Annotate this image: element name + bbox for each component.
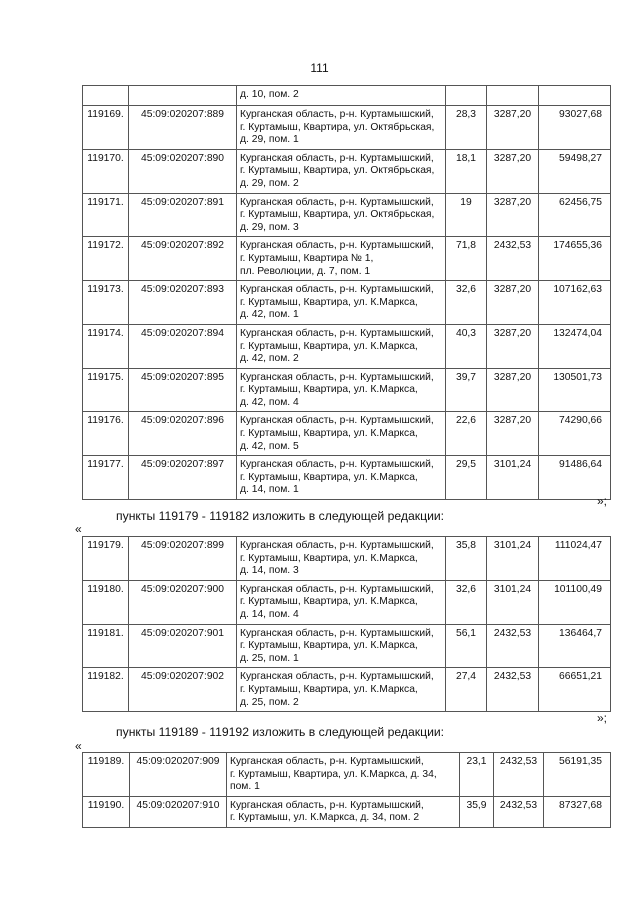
row-number-cell: 119180. [83,580,129,624]
address-line: д. 42, пом. 5 [240,440,299,452]
address-line: д. 10, пом. 2 [240,89,299,100]
address-line: г. Куртамыш, Квартира, ул. К.Маркса, [240,596,418,608]
price-cell: 3287,20 [487,193,539,237]
price-cell: 3101,24 [487,580,539,624]
area-cell: 40,3 [446,324,487,368]
row-number-cell: 119173. [83,281,129,325]
area-cell: 32,6 [446,580,487,624]
address-line: д. 25, пом. 1 [240,652,299,664]
total-cell: 91486,64 [539,456,611,500]
row-number-cell: 119190. [83,796,130,827]
opening-quote-2: « [75,739,82,753]
cadastral-number-cell: 45:09:020207:890 [129,149,237,193]
price-cell: 3287,20 [487,412,539,456]
total-cell: 111024,47 [539,537,611,581]
area-cell: 39,7 [446,368,487,412]
address-line: д. 42, пом. 2 [240,353,299,365]
area-cell: 18,1 [446,149,487,193]
area-cell: 35,8 [446,537,487,581]
address-line: Курганская область, р-н. Куртамышский, [240,196,434,208]
address-cell [237,368,446,412]
address-line: г. Куртамыш, ул. К.Маркса, д. 34, пом. 2 [230,812,420,824]
total-cell: 93027,68 [539,106,611,150]
address-line: Курганская область, р-н. Куртамышский, [240,152,434,164]
address-line: д. 25, пом. 2 [240,696,299,708]
table-row [83,456,611,500]
price-cell: 3287,20 [487,324,539,368]
address-line: г. Куртамыш, Квартира, ул. К.Маркса, [240,640,418,652]
address-cell [237,537,446,581]
address-line: Курганская область, р-н. Куртамышский, [240,240,434,252]
address-cell [237,237,446,281]
opening-quote-1: « [75,522,82,536]
area-cell: 27,4 [446,668,487,712]
table-row [83,537,611,581]
area-cell: 29,5 [446,456,487,500]
row-number-cell: 119174. [83,324,129,368]
address-line: г. Куртамыш, Квартира, ул. К.Маркса, [240,384,418,396]
property-table-3 [82,752,611,828]
table-row [83,281,611,325]
table-row [83,412,611,456]
cadastral-number-cell: 45:09:020207:891 [129,193,237,237]
address-cell [237,86,446,106]
address-line: д. 14, пом. 1 [240,484,299,496]
row-number-cell: 119181. [83,624,129,668]
total-cell: 132474,04 [539,324,611,368]
area-cell: 32,6 [446,281,487,325]
address-line: пл. Революции, д. 7, пом. 1 [240,265,371,277]
address-line: Курганская область, р-н. Куртамышский, [240,109,434,120]
row-number-cell: 119171. [83,193,129,237]
address-cell [237,149,446,193]
address-line: г. Куртамыш, Квартира, ул. К.Маркса, [240,340,418,352]
total-cell: 101100,49 [539,580,611,624]
property-table-2 [82,536,611,712]
address-cell [227,796,460,827]
address-line: д. 29, пом. 3 [240,221,299,233]
price-cell: 3287,20 [487,149,539,193]
address-line: Курганская область, р-н. Куртамышский, [240,327,434,339]
price-cell: 3101,24 [487,537,539,581]
address-line: г. Куртамыш, Квартира, ул. К.Маркса, д. 34, [230,768,437,780]
cadastral-number-cell: 45:09:020207:901 [129,624,237,668]
address-line: Курганская область, р-н. Куртамышский, [240,671,434,683]
area-cell: 28,3 [446,106,487,150]
address-line: г. Куртамыш, Квартира, ул. Октябрьская, [240,165,435,177]
cadastral-number-cell: 45:09:020207:892 [129,237,237,281]
total-cell [539,86,611,106]
price-cell: 2432,53 [494,753,544,797]
address-line: г. Куртамыш, Квартира, ул. Октябрьская, [240,209,435,221]
area-cell: 56,1 [446,624,487,668]
address-line: д. 14, пом. 4 [240,608,299,620]
price-cell: 3287,20 [487,281,539,325]
row-number-cell: 119177. [83,456,129,500]
address-line: г. Куртамыш, Квартира, ул. К.Маркса, [240,471,418,483]
total-cell: 136464,7 [539,624,611,668]
table-row [83,796,611,827]
address-cell [237,324,446,368]
total-cell: 107162,63 [539,281,611,325]
address-line: Курганская область, р-н. Куртамышский, [240,459,434,471]
cadastral-number-cell: 45:09:020207:902 [129,668,237,712]
address-line: Курганская область, р-н. Куртамышский, [240,540,434,551]
address-cell [237,193,446,237]
address-cell [237,456,446,500]
cadastral-number-cell [129,86,237,106]
area-cell: 22,6 [446,412,487,456]
address-line: Курганская область, р-н. Куртамышский, [230,756,424,767]
table-row [83,580,611,624]
row-number-cell: 119170. [83,149,129,193]
price-cell: 3101,24 [487,456,539,500]
total-cell: 62456,75 [539,193,611,237]
table-row [83,237,611,281]
address-cell [237,412,446,456]
row-number-cell: 119179. [83,537,129,581]
address-cell [227,753,460,797]
closing-quote-1: »; [597,494,608,508]
address-line: д. 42, пом. 1 [240,309,299,321]
address-line: г. Куртамыш, Квартира, ул. Октябрьская, [240,121,435,133]
amendment-paragraph-1: пункты 119179 - 119182 изложить в следующей редакции: [116,509,445,523]
row-number-cell: 119182. [83,668,129,712]
address-cell [237,624,446,668]
area-cell: 35,9 [460,796,494,827]
table-row [83,86,611,106]
address-line: Курганская область, р-н. Куртамышский, [230,799,424,811]
cadastral-number-cell: 45:09:020207:889 [129,106,237,150]
address-line: д. 29, пом. 1 [240,134,299,146]
area-cell: 71,8 [446,237,487,281]
area-cell [446,86,487,106]
price-cell: 2432,53 [487,668,539,712]
address-line: д. 14, пом. 3 [240,565,299,577]
cadastral-number-cell: 45:09:020207:909 [130,753,227,797]
row-number-cell: 119169. [83,106,129,150]
amendment-paragraph-2: пункты 119189 - 119192 изложить в следующей редакции: [116,725,445,739]
area-cell: 19 [446,193,487,237]
address-line: Курганская область, р-н. Куртамышский, [240,583,434,595]
property-table-1 [82,85,611,500]
cadastral-number-cell: 45:09:020207:896 [129,412,237,456]
row-number-cell: 119189. [83,753,130,797]
address-line: г. Куртамыш, Квартира, ул. К.Маркса, [240,552,418,564]
address-line: пом. 1 [230,781,260,793]
address-line: Курганская область, р-н. Куртамышский, [240,284,434,296]
cadastral-number-cell: 45:09:020207:893 [129,281,237,325]
table-row [83,624,611,668]
total-cell: 56191,35 [544,753,611,797]
table-row [83,324,611,368]
price-cell: 2432,53 [494,796,544,827]
address-line: Курганская область, р-н. Куртамышский, [240,371,434,383]
table-row [83,668,611,712]
cadastral-number-cell: 45:09:020207:895 [129,368,237,412]
row-number-cell [83,86,129,106]
table-row [83,149,611,193]
price-cell: 3287,20 [487,368,539,412]
address-cell [237,668,446,712]
closing-quote-2: »; [597,711,608,725]
cadastral-number-cell: 45:09:020207:900 [129,580,237,624]
cadastral-number-cell: 45:09:020207:899 [129,537,237,581]
cadastral-number-cell: 45:09:020207:897 [129,456,237,500]
address-line: г. Куртамыш, Квартира, ул. К.Маркса, [240,296,418,308]
address-line: д. 29, пом. 2 [240,177,299,189]
total-cell: 174655,36 [539,237,611,281]
address-line: д. 42, пом. 4 [240,396,299,408]
price-cell: 2432,53 [487,237,539,281]
address-cell [237,106,446,150]
total-cell: 87327,68 [544,796,611,827]
address-line: г. Куртамыш, Квартира № 1, [240,252,374,264]
price-cell [487,86,539,106]
address-line: Курганская область, р-н. Куртамышский, [240,627,434,639]
price-cell: 2432,53 [487,624,539,668]
table-row [83,368,611,412]
cadastral-number-cell: 45:09:020207:894 [129,324,237,368]
address-cell [237,281,446,325]
address-line: г. Куртамыш, Квартира, ул. К.Маркса, [240,683,418,695]
total-cell: 74290,66 [539,412,611,456]
price-cell: 3287,20 [487,106,539,150]
page-number: 111 [310,61,329,75]
table-row [83,106,611,150]
table-row [83,193,611,237]
area-cell: 23,1 [460,753,494,797]
total-cell: 66651,21 [539,668,611,712]
address-line: г. Куртамыш, Квартира, ул. К.Маркса, [240,428,418,440]
row-number-cell: 119176. [83,412,129,456]
table-row [83,753,611,797]
cadastral-number-cell: 45:09:020207:910 [130,796,227,827]
row-number-cell: 119175. [83,368,129,412]
total-cell: 130501,73 [539,368,611,412]
row-number-cell: 119172. [83,237,129,281]
total-cell: 59498,27 [539,149,611,193]
address-line: Курганская область, р-н. Куртамышский, [240,415,434,427]
address-cell [237,580,446,624]
